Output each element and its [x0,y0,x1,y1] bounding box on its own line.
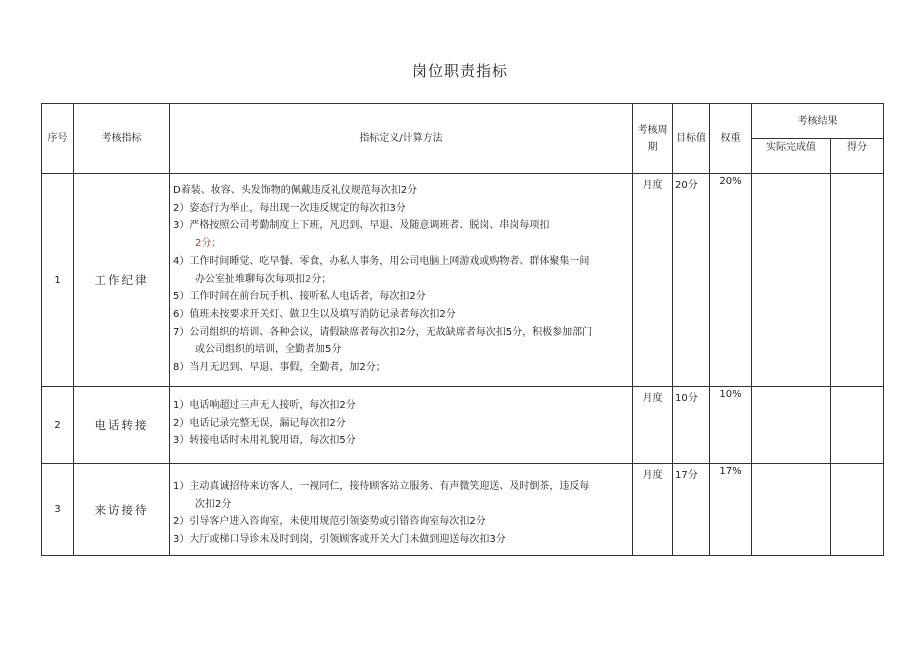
row-cycle: 月度 [633,387,673,464]
header-score: 得分 [831,139,884,174]
definition-line [173,271,628,289]
row-score [831,174,884,387]
row-score [831,387,884,464]
definition-line: 4）工作时间睡觉、吃早餐、零食，办私人事务，用公司电脑上网游戏或购物者、群体聚集一间 [173,255,590,267]
header-cycle [633,104,673,174]
definition-line: 1）主动真诚招待来访客人，一视同仁，接待顾客站立服务、有声微笑迎送、及时倒茶，违反每 [173,481,590,492]
header-cycle-line1: 考核周 [637,124,668,136]
row-cycle: 月度 [633,464,673,556]
definition-line: D着装、妆容、头发饰物的佩戴违反礼仪规范每次扣2分 [173,185,418,196]
row-actual [752,387,831,464]
row-target: 20分 [673,174,710,387]
row-score [831,464,884,556]
row-name-text: 工作纪律 [94,273,149,287]
row-actual [752,174,831,387]
header-result: 考核结果 [752,104,884,139]
definition-line: 2）电话记录完整无误，漏记每次扣2分 [173,417,346,429]
row-definition [170,174,633,387]
definition-line: 3）严格按照公司考勤制度上下班，凡迟到、早退、及随意调班者、脱岗、串岗每项扣 [173,220,550,232]
table-row [42,387,884,464]
definition-line: 7）公司组织的培训、各种会议，请假缺席者每次扣2分，无故缺席者每次扣5分，积极参加部门 [173,326,593,338]
row-definition [170,387,633,464]
row-definition [170,464,633,556]
definition-line: 3）转接电话时未用礼貌用语，每次扣5分 [173,435,356,447]
indicator-table [41,103,884,556]
page-title: 岗位职责指标 [411,62,508,80]
row-actual [752,464,831,556]
table-row [42,174,884,387]
definition-line: 5）工作时间在前台玩手机、接听私人电话者，每次扣2分 [173,291,426,303]
row-target: 17分 [673,464,710,556]
row-cycle: 月度 [633,174,673,387]
definition-line: 8）当月无迟到、早退、事假，全勤者，加2分； [173,362,386,374]
row-name [74,174,170,387]
header-target: 目标值 [673,104,710,174]
definition-line: 或公司组织的培训，全勤者加5分 [195,344,342,356]
definition-highlight: 2 [305,273,312,285]
row-index: 2 [42,387,74,464]
row-name [74,387,170,464]
definition-line: 次扣2分 [195,498,232,510]
row-index: 3 [42,464,74,556]
row-name [74,464,170,556]
row-weight: 20% [710,174,752,387]
definition-line: 3）大厅或梯口导诊未及时到岗，引领顾客或开关大门未做到迎送每次扣3分 [173,534,506,546]
header-indicator: 考核指标 [74,104,170,174]
row-name-text: 电话转接 [94,418,149,432]
header-definition: 指标定义/计算方法 [170,104,633,174]
definition-text: 分； [311,273,332,285]
definition-line: 6）值班未按要求开关灯、做卫生以及填写消防记录者每次扣2分 [173,308,456,320]
definition-line: 2分； [195,238,222,250]
row-target: 10分 [673,387,710,464]
definition-line: 1）电话响超过三声无人接听，每次扣2分 [173,400,356,411]
definition-text: 办公室扯堆聊每次每项扣 [195,273,305,285]
header-weight: 权重 [710,104,752,174]
definition-line: 2）引导客户进入咨询室，未使用规范引领姿势或引错咨询室每次扣2分 [173,516,486,528]
row-weight: 10% [710,387,752,464]
definition-line: 2）姿态行为举止，每出现一次违反规定的每次扣3分 [173,202,406,214]
row-index: 1 [42,174,74,387]
table-row [42,464,884,556]
header-actual: 实际完成值 [752,139,831,174]
row-name-text: 来访接待 [94,502,149,517]
header-cycle-line2: 期 [647,141,658,153]
header-index: 序号 [42,104,74,174]
row-weight: 17% [710,464,752,556]
